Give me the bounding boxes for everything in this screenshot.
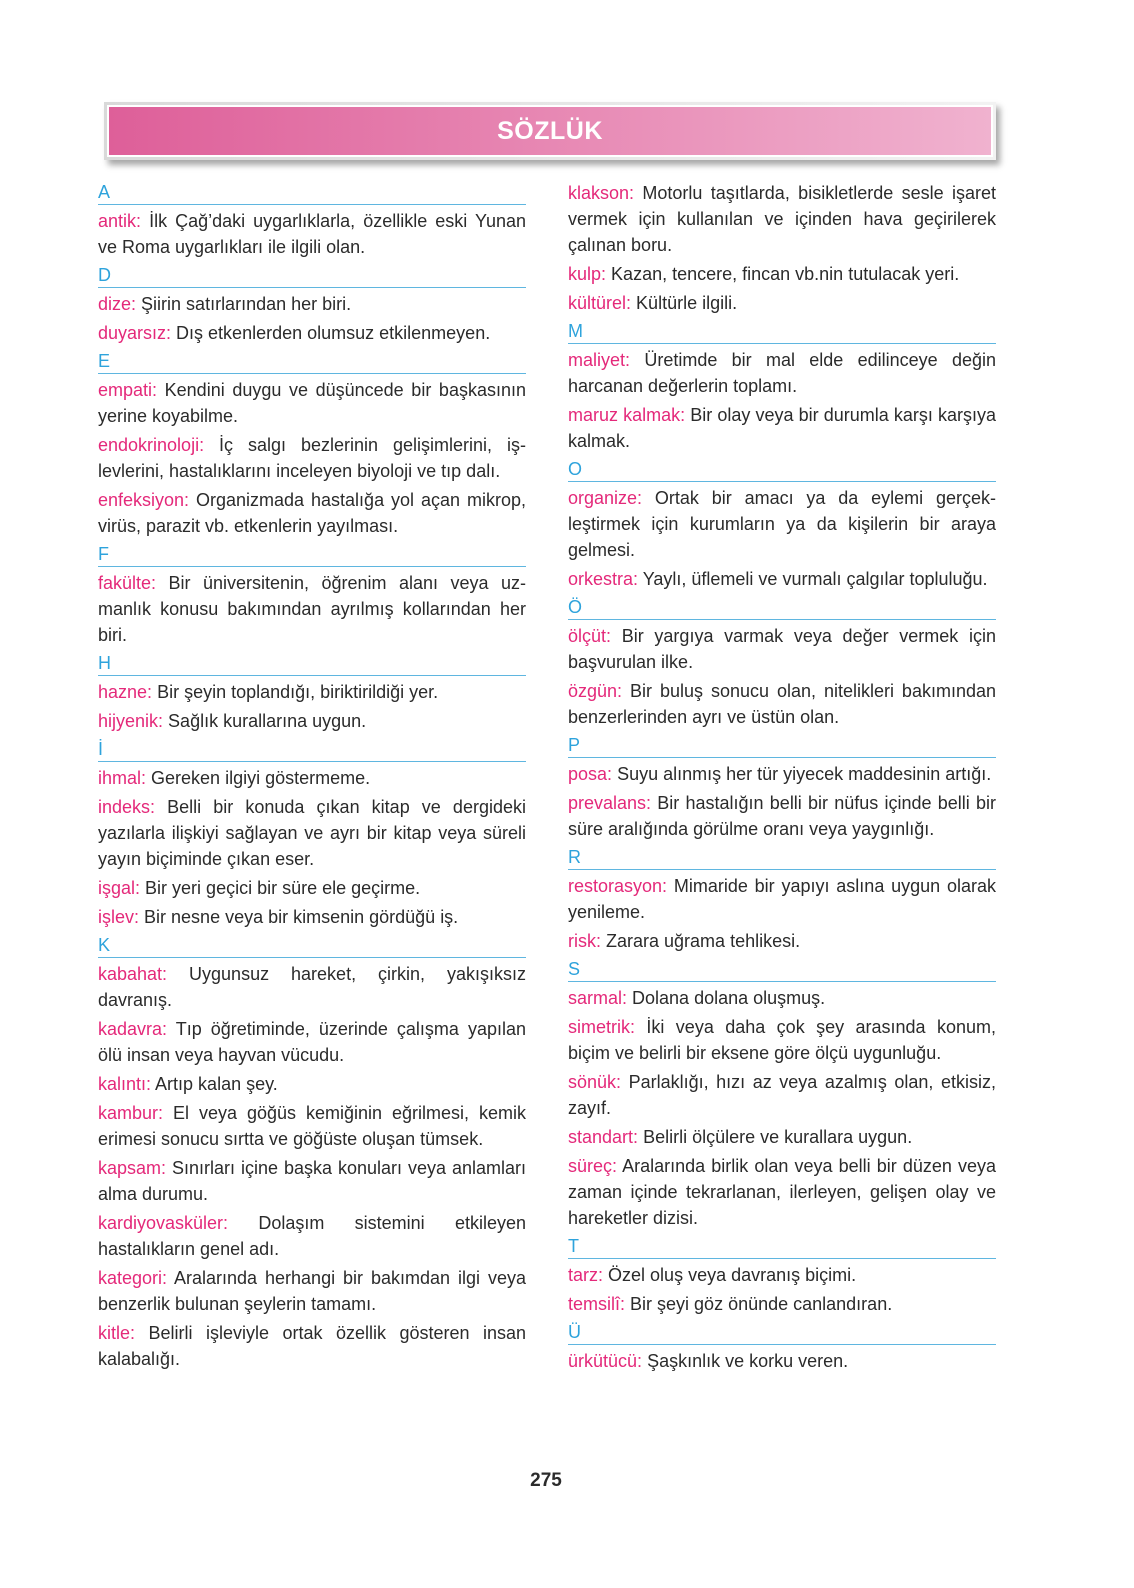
glossary-definition: Bir olay veya bir durumla karşı karşıya kalmak. xyxy=(568,405,996,451)
section-letter: H xyxy=(98,651,526,676)
glossary-definition: Bir şeyin toplandığı, biriktirildiği yer. xyxy=(157,682,439,702)
glossary-term: endokrinoloji: xyxy=(98,435,205,455)
glossary-entry xyxy=(98,1100,526,1152)
glossary-entry xyxy=(568,1014,996,1066)
glossary-entry xyxy=(98,961,526,1013)
glossary-entry xyxy=(98,1210,526,1262)
glossary-term: enfeksiyon: xyxy=(98,490,190,510)
glossary-entry xyxy=(568,290,996,316)
glossary-term: kalıntı: xyxy=(98,1074,152,1094)
glossary-term: simetrik: xyxy=(568,1017,635,1037)
glossary-definition: Suyu alınmış her tür yiyecek maddesinin artığı. xyxy=(617,764,992,784)
glossary-term: ürkütücü: xyxy=(568,1351,643,1371)
glossary-term: işgal: xyxy=(98,878,141,898)
glossary-entry xyxy=(98,291,526,317)
section-letter: Ü xyxy=(568,1320,996,1345)
glossary-entry xyxy=(98,1155,526,1207)
glossary-definition: Bir buluş sonucu olan, nitelikleri bakımından benzerlerinden ayrı ve üstün olan. xyxy=(568,681,996,727)
glossary-definition: Üretimde bir mal elde edilinceye değin harcanan değerlerin toplamı. xyxy=(568,350,996,396)
glossary-entry xyxy=(568,261,996,287)
glossary-term: kapsam: xyxy=(98,1158,167,1178)
glossary-entry xyxy=(568,873,996,925)
glossary-entry xyxy=(98,432,526,484)
glossary-entry xyxy=(568,566,996,592)
glossary-definition: Belirli ölçülere ve kurallara uygun. xyxy=(643,1127,913,1147)
glossary-definition: El veya göğüs kemiğinin eğrilmesi, kemik erimesi sonucu sırtta ve göğüste oluşan tümsek. xyxy=(98,1103,526,1149)
section-letter: Ö xyxy=(568,595,996,620)
glossary-definition: Motorlu taşıtlarda, bisikletlerde sesle işaret vermek için kullanılan ve içinden hava geçirilerek çalınan boru. xyxy=(568,183,996,255)
glossary-definition: Dış etkenlerden olumsuz etkilenmeyen. xyxy=(176,323,491,343)
glossary-term: kitle: xyxy=(98,1323,136,1343)
glossary-term: fakülte: xyxy=(98,573,157,593)
glossary-definition: Uygunsuz hareket, çirkin, yakışıksız davranış. xyxy=(98,964,526,1010)
glossary-entry xyxy=(98,1071,526,1097)
glossary-entry xyxy=(98,904,526,930)
glossary-term: temsilî: xyxy=(568,1294,626,1314)
glossary-definition: Bir yeri geçici bir süre ele geçirme. xyxy=(145,878,421,898)
glossary-definition: Bir hastalığın belli bir nüfus içinde belli bir süre aralığında görülme oranı veya yaygınlığı. xyxy=(568,793,996,839)
glossary-definition: Organizmada hastalığa yol açan mikrop, virüs, parazit vb. etkenlerin yayılması. xyxy=(98,490,526,536)
section-letter: K xyxy=(98,933,526,958)
section-letter: P xyxy=(568,733,996,758)
glossary-entry xyxy=(98,487,526,539)
glossary-term: hijyenik: xyxy=(98,711,164,731)
glossary-definition: Artıp kalan şey. xyxy=(155,1074,278,1094)
glossary-entry xyxy=(98,1320,526,1372)
glossary-term: kültürel: xyxy=(568,293,632,313)
glossary-right-column xyxy=(568,180,996,1377)
glossary-term: kulp: xyxy=(568,264,607,284)
glossary-term: kadavra: xyxy=(98,1019,168,1039)
glossary-definition: İlk Çağ’daki uygarlıklarla, özellikle eski Yunan ve Roma uygarlıkları ile ilgili olan. xyxy=(98,211,526,257)
glossary-definition: Yaylı, üflemeli ve vurmalı çalgılar topluluğu. xyxy=(642,569,988,589)
glossary-term: dize: xyxy=(98,294,137,314)
glossary-entry xyxy=(568,761,996,787)
glossary-entry xyxy=(568,928,996,954)
glossary-definition: Belirli işleviyle ortak özellik gösteren insan kalabalığı. xyxy=(98,1323,526,1369)
glossary-term: posa: xyxy=(568,764,613,784)
glossary-entry xyxy=(98,377,526,429)
glossary-entry xyxy=(568,1348,996,1374)
glossary-term: antik: xyxy=(98,211,142,231)
glossary-entry xyxy=(98,765,526,791)
glossary-term: kabahat: xyxy=(98,964,168,984)
glossary-term: empati: xyxy=(98,380,158,400)
glossary-entry xyxy=(568,485,996,563)
glossary-term: ölçüt: xyxy=(568,626,612,646)
header-banner xyxy=(104,102,996,160)
glossary-entry xyxy=(98,570,526,648)
glossary-definition: Gereken ilgiyi göstermeme. xyxy=(151,768,371,788)
glossary-term: risk: xyxy=(568,931,601,951)
glossary-entry xyxy=(98,794,526,872)
glossary-term: restorasyon: xyxy=(568,876,668,896)
section-letter: D xyxy=(98,263,526,288)
glossary-entry xyxy=(568,623,996,675)
glossary-definition: İki veya daha çok şey arasında konum, biçim ve belirli bir eksene göre ölçü uygunluğu. xyxy=(568,1017,996,1063)
glossary-entry xyxy=(98,320,526,346)
glossary-entry xyxy=(568,678,996,730)
glossary-left-column xyxy=(98,180,526,1375)
page-number: 275 xyxy=(530,1470,562,1491)
glossary-term: orkestra: xyxy=(568,569,639,589)
glossary-term: maruz kalmak: xyxy=(568,405,686,425)
glossary-term: prevalans: xyxy=(568,793,652,813)
section-letter: M xyxy=(568,319,996,344)
glossary-definition: Dolaşım sistemini etkileyen hastalıkların genel adı. xyxy=(98,1213,526,1259)
glossary-entry xyxy=(98,208,526,260)
glossary-definition: Bir şeyi göz önünde canlandıran. xyxy=(630,1294,893,1314)
glossary-entry xyxy=(568,985,996,1011)
glossary-term: kardiyovasküler: xyxy=(98,1213,229,1233)
glossary-entry xyxy=(98,1016,526,1068)
section-letter: E xyxy=(98,349,526,374)
glossary-entry xyxy=(98,708,526,734)
glossary-entry xyxy=(568,1124,996,1150)
glossary-term: organize: xyxy=(568,488,643,508)
section-letter: F xyxy=(98,542,526,567)
glossary-entry xyxy=(568,180,996,258)
glossary-definition: Bir nesne veya bir kimsenin gördüğü iş. xyxy=(144,907,459,927)
glossary-definition: Tıp öğretiminde, üzerinde çalışma yapılan ölü insan veya hayvan vücudu. xyxy=(98,1019,526,1065)
glossary-definition: Mimaride bir yapıyı aslına uygun olarak yenileme. xyxy=(568,876,996,922)
glossary-term: maliyet: xyxy=(568,350,631,370)
glossary-term: standart: xyxy=(568,1127,639,1147)
glossary-definition: Aralarında birlik olan veya belli bir düzen veya zaman içinde tekrarlanan, ilerleyen, gelişen olay ve hareketler dizisi. xyxy=(568,1156,996,1228)
page-title: SÖZLÜK xyxy=(497,116,603,145)
glossary-definition: Belli bir konuda çıkan kitap ve dergideki yazılarla ilişkiyi sağlayan ve ayrı bir kitap veya süreli yayın biçiminde çıkan eser. xyxy=(98,797,526,869)
section-letter: O xyxy=(568,457,996,482)
glossary-entry xyxy=(98,1265,526,1317)
glossary-definition: Sağlık kurallarına uygun. xyxy=(168,711,367,731)
glossary-definition: Şaşkınlık ve korku veren. xyxy=(647,1351,849,1371)
glossary-entry xyxy=(98,875,526,901)
glossary-term: kambur: xyxy=(98,1103,164,1123)
glossary-entry xyxy=(568,790,996,842)
glossary-entry xyxy=(98,679,526,705)
glossary-definition: İç salgı bezlerinin gelişimlerini, işlevlerini, hastalıklarını inceleyen biyoloji ve tıp dalı. xyxy=(98,435,526,481)
glossary-term: ihmal: xyxy=(98,768,147,788)
glossary-entry xyxy=(568,1069,996,1121)
glossary-term: klakson: xyxy=(568,183,635,203)
glossary-definition: Zarara uğrama tehlikesi. xyxy=(606,931,801,951)
glossary-term: sarmal: xyxy=(568,988,628,1008)
section-letter: S xyxy=(568,957,996,982)
glossary-definition: Parlaklığı, hızı az veya azalmış olan, etkisiz, zayıf. xyxy=(568,1072,996,1118)
glossary-term: indeks: xyxy=(98,797,156,817)
section-letter: İ xyxy=(98,737,526,762)
glossary-entry xyxy=(568,1262,996,1288)
glossary-definition: Şiirin satırlarından her biri. xyxy=(141,294,352,314)
glossary-term: kategori: xyxy=(98,1268,168,1288)
glossary-term: sönük: xyxy=(568,1072,622,1092)
glossary-entry xyxy=(568,402,996,454)
glossary-term: tarz: xyxy=(568,1265,604,1285)
glossary-definition: Bir üniversitenin, öğrenim alanı veya uzmanlık konusu bakımından ayrılmış kollarından her biri. xyxy=(98,573,526,645)
glossary-definition: Ortak bir amacı ya da eylemi gerçekleştirmek için kurumların ya da kişilerin bir araya gelmesi. xyxy=(568,488,996,560)
glossary-definition: Özel oluş veya davranış biçimi. xyxy=(608,1265,857,1285)
glossary-definition: Kültürle ilgili. xyxy=(636,293,738,313)
glossary-term: işlev: xyxy=(98,907,140,927)
glossary-definition: Sınırları içine başka konuları veya anlamları alma durumu. xyxy=(98,1158,526,1204)
glossary-term: hazne: xyxy=(98,682,153,702)
glossary-entry xyxy=(568,347,996,399)
glossary-definition: Dolana dolana oluşmuş. xyxy=(632,988,826,1008)
glossary-entry xyxy=(568,1291,996,1317)
header-bar xyxy=(107,105,993,157)
section-letter: T xyxy=(568,1234,996,1259)
glossary-definition: Aralarında herhangi bir bakımdan ilgi veya benzerlik bulunan şeylerin tamamı. xyxy=(98,1268,526,1314)
glossary-definition: Kendini duygu ve düşüncede bir başkasının yerine koyabilme. xyxy=(98,380,526,426)
glossary-definition: Kazan, tencere, fincan vb.nin tutulacak yeri. xyxy=(611,264,960,284)
glossary-term: duyarsız: xyxy=(98,323,172,343)
glossary-term: özgün: xyxy=(568,681,623,701)
glossary-term: süreç: xyxy=(568,1156,618,1176)
section-letter: A xyxy=(98,180,526,205)
glossary-definition: Bir yargıya varmak veya değer vermek için başvurulan ilke. xyxy=(568,626,996,672)
section-letter: R xyxy=(568,845,996,870)
glossary-entry xyxy=(568,1153,996,1231)
